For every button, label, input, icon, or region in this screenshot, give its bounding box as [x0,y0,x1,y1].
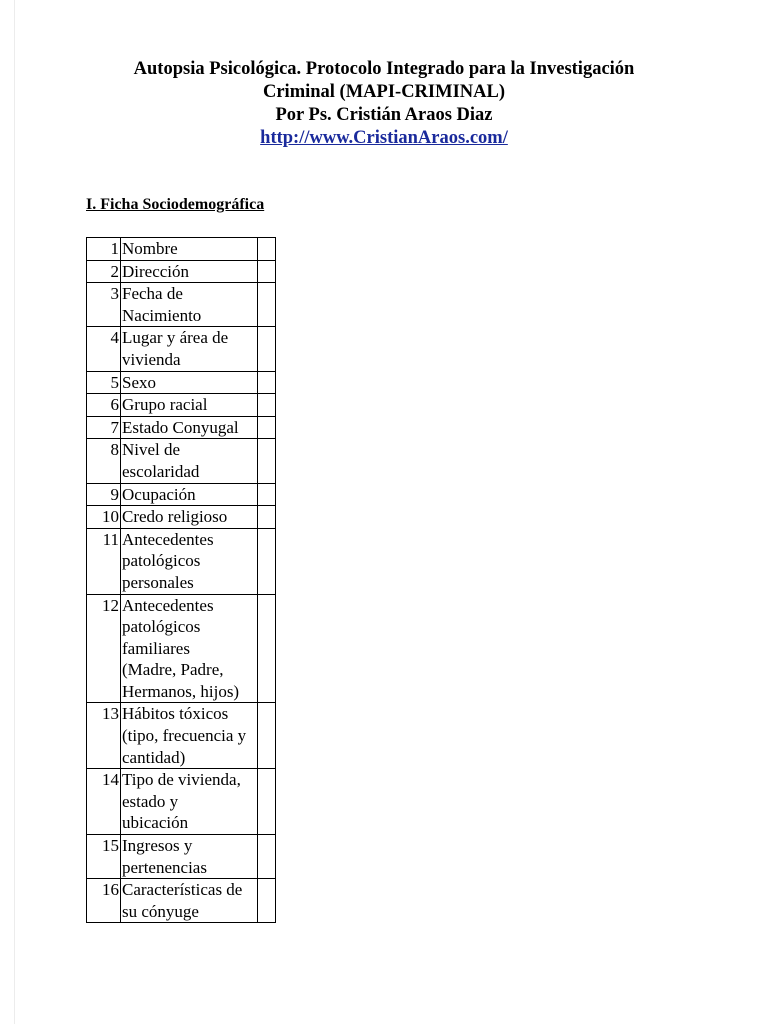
row-label-line: ubicación [122,813,189,833]
row-number: 14 [87,769,121,835]
row-label-line: Ocupación [122,484,196,504]
document-author: Por Ps. Cristián Araos Diaz [275,105,493,125]
row-label-line: (tipo, frecuencia y [122,726,247,746]
row-number: 8 [87,439,121,483]
row-answer-cell[interactable] [258,394,276,417]
document-title-line-1: Autopsia Psicológica. Protocolo Integrado para la Investigación [133,59,635,79]
row-label-line: Hermanos, hijos) [122,681,240,701]
row-label [121,483,258,506]
row-number: 4 [87,327,121,371]
row-answer-cell[interactable] [258,260,276,283]
row-label-line: Lugar y área de [122,328,229,348]
row-label-line: Dirección [122,261,190,281]
row-answer-cell[interactable] [258,879,276,923]
row-answer-cell[interactable] [258,416,276,439]
row-label-line: Tipo de vivienda, [122,770,241,790]
table-row [87,879,276,923]
author-website-link[interactable]: http://www.CristianAraos.com/ [260,128,508,148]
row-answer-cell[interactable] [258,283,276,327]
row-number: 2 [87,260,121,283]
row-label-line: familiares [122,638,190,658]
row-number: 13 [87,703,121,769]
row-answer-cell[interactable] [258,439,276,483]
row-number: 7 [87,416,121,439]
row-label-line: patológicos [122,551,201,571]
row-label-line: estado y [122,791,179,811]
row-number: 12 [87,594,121,703]
row-label-line: personales [122,572,194,592]
row-label-line: Nivel de [122,440,181,460]
row-label [121,327,258,371]
row-answer-cell[interactable] [258,528,276,594]
row-label-line: Credo religioso [122,507,228,527]
row-label [121,879,258,923]
table-row [87,483,276,506]
row-label-line: cantidad) [122,747,186,767]
row-answer-cell[interactable] [258,238,276,261]
document-title-line-2: Criminal (MAPI-CRIMINAL) [262,82,505,102]
row-label-line: Hábitos tóxicos [122,704,229,724]
table-row [87,238,276,261]
row-label-line: Grupo racial [122,395,208,415]
row-label-line: su cónyuge [122,901,199,921]
table-row [87,506,276,529]
row-label-line: Nacimiento [122,305,202,325]
table-row [87,416,276,439]
table-row [87,769,276,835]
row-label-line: pertenencias [122,857,207,877]
row-label-line: Nombre [122,239,178,258]
row-answer-cell[interactable] [258,506,276,529]
table-row [87,835,276,879]
sociodemographic-table [86,237,276,923]
row-label [121,835,258,879]
row-label [121,416,258,439]
row-label-line: Ingresos y [122,836,193,856]
table-row [87,528,276,594]
row-answer-cell[interactable] [258,327,276,371]
row-number: 1 [87,238,121,261]
row-answer-cell[interactable] [258,371,276,394]
row-label [121,528,258,594]
row-label [121,260,258,283]
row-label [121,703,258,769]
row-label [121,769,258,835]
row-label-line: Características de [122,880,243,900]
row-label-line: Fecha de [122,284,183,304]
row-answer-cell[interactable] [258,835,276,879]
row-label [121,594,258,703]
row-label [121,394,258,417]
row-answer-cell[interactable] [258,769,276,835]
row-label-line: patológicos [122,617,201,637]
row-label-line: Antecedentes [122,595,214,615]
row-answer-cell[interactable] [258,703,276,769]
table-row [87,327,276,371]
row-label-line: vivienda [122,349,181,369]
page-edge [14,0,15,1024]
table-row [87,371,276,394]
document-header [0,58,768,150]
row-label [121,371,258,394]
row-number: 11 [87,528,121,594]
row-number: 15 [87,835,121,879]
table-row [87,394,276,417]
row-number: 3 [87,283,121,327]
row-label [121,506,258,529]
row-label-line: Sexo [122,372,156,392]
row-label [121,439,258,483]
row-number: 10 [87,506,121,529]
row-label-line: (Madre, Padre, [122,660,224,680]
table-row [87,703,276,769]
row-number: 9 [87,483,121,506]
row-number: 5 [87,371,121,394]
section-title: I. Ficha Sociodemográfica [86,196,265,213]
table-row [87,260,276,283]
row-label [121,283,258,327]
row-number: 16 [87,879,121,923]
table-row [87,439,276,483]
row-answer-cell[interactable] [258,594,276,703]
row-label-line: Estado Conyugal [122,417,239,437]
table-row [87,283,276,327]
row-number: 6 [87,394,121,417]
row-answer-cell[interactable] [258,483,276,506]
row-label-line: Antecedentes [122,529,214,549]
table-row [87,594,276,703]
row-label [121,238,258,261]
row-label-line: escolaridad [122,461,200,481]
